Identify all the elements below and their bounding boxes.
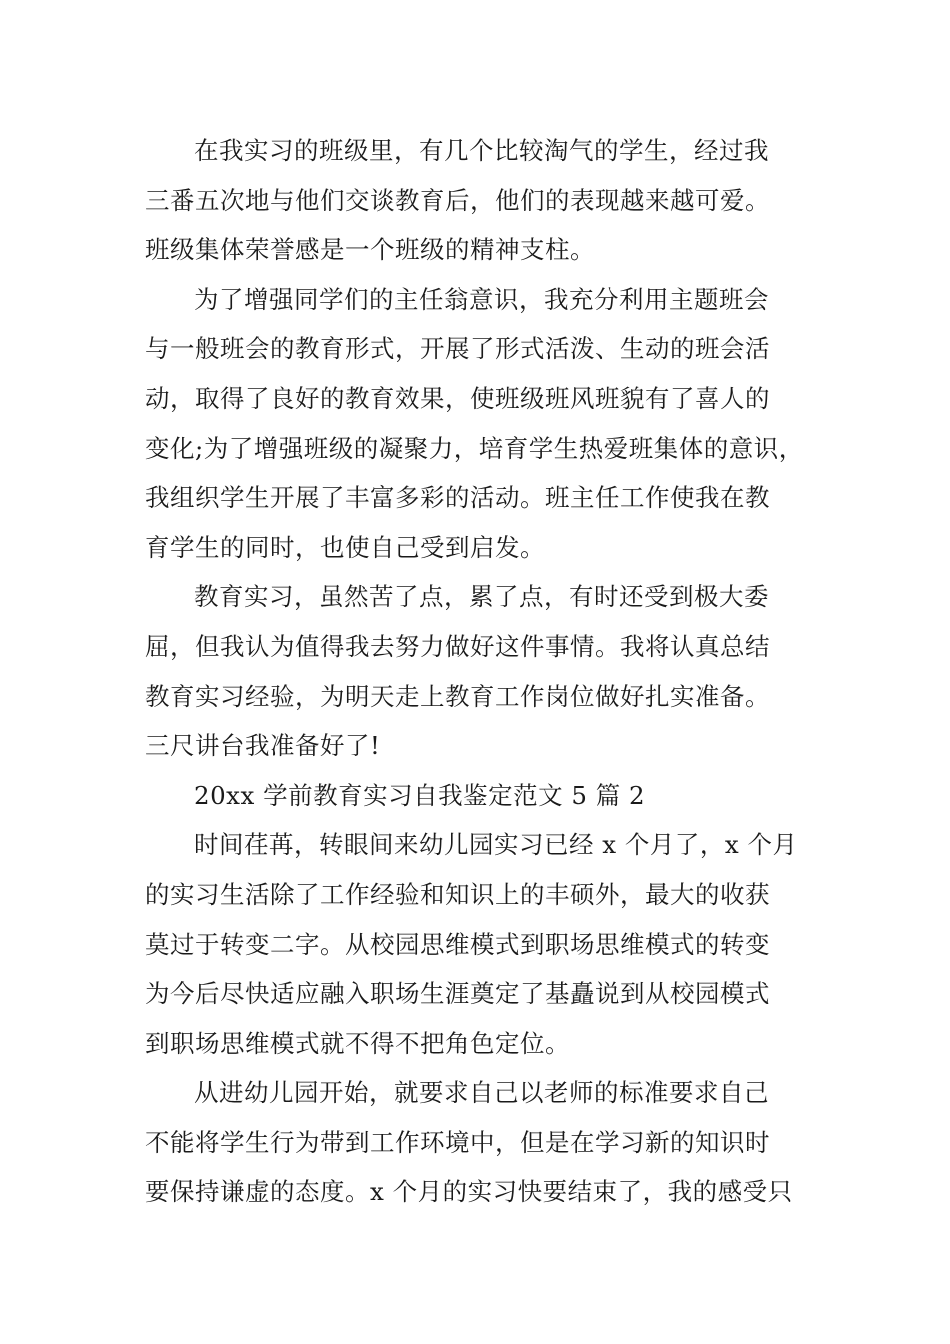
text-line: 屈，但我认为值得我去努力做好这件事情。我将认真总结	[145, 631, 770, 661]
text-line: 教育实习经验，为明天走上教育工作岗位做好扎实准备。	[145, 681, 770, 711]
paragraph-5	[145, 1068, 845, 1217]
text-line: 三尺讲台我准备好了!	[145, 731, 381, 761]
text-line: 三番五次地与他们交谈教育后，他们的表现越来越可爱。	[145, 185, 770, 215]
text-line: 时间荏苒，转眼间来幼儿园实习已经 x 个月了，x 个月	[194, 830, 798, 860]
paragraph-1	[145, 126, 845, 275]
text-line: 教育实习，虽然苦了点，累了点，有时还受到极大委	[194, 582, 769, 612]
section-heading: 20xx 学前教育实习自我鉴定范文 5 篇 2	[194, 780, 646, 810]
text-line: 班级集体荣誉感是一个班级的精神支柱。	[145, 235, 595, 265]
text-line: 变化;为了增强班级的凝聚力，培育学生热爱班集体的意识，	[145, 433, 804, 463]
text-line: 我组织学生开展了丰富多彩的活动。班主任工作使我在教	[145, 483, 770, 513]
text-line: 与一般班会的教育形式，开展了形式活泼、生动的班会活	[145, 334, 770, 364]
text-line: 动，取得了良好的教育效果，使班级班风班貌有了喜人的	[145, 383, 770, 413]
document-body	[145, 126, 845, 1217]
paragraph-2	[145, 275, 845, 573]
text-line: 莫过于转变二字。从校园思维模式到职场思维模式的转变	[145, 929, 770, 959]
text-line: 不能将学生行为带到工作环境中，但是在学习新的知识时	[145, 1127, 770, 1157]
paragraph-3	[145, 572, 845, 770]
text-line: 的实习生活除了工作经验和知识上的丰硕外，最大的收获	[145, 879, 770, 909]
text-line: 到职场思维模式就不得不把角色定位。	[145, 1028, 570, 1058]
text-line: 要保持谦虚的态度。x 个月的实习快要结束了，我的感受只	[145, 1177, 793, 1207]
text-line: 从进幼儿园开始，就要求自己以老师的标准要求自己	[194, 1078, 769, 1108]
text-line: 育学生的同时，也使自己受到启发。	[145, 532, 545, 562]
text-line: 为今后尽快适应融入职场生涯奠定了基矗说到从校园模式	[145, 979, 770, 1009]
text-line: 为了增强同学们的主任翁意识，我充分利用主题班会	[194, 284, 769, 314]
text-line: 在我实习的班级里，有几个比较淘气的学生，经过我	[194, 136, 769, 165]
paragraph-4	[145, 820, 845, 1068]
